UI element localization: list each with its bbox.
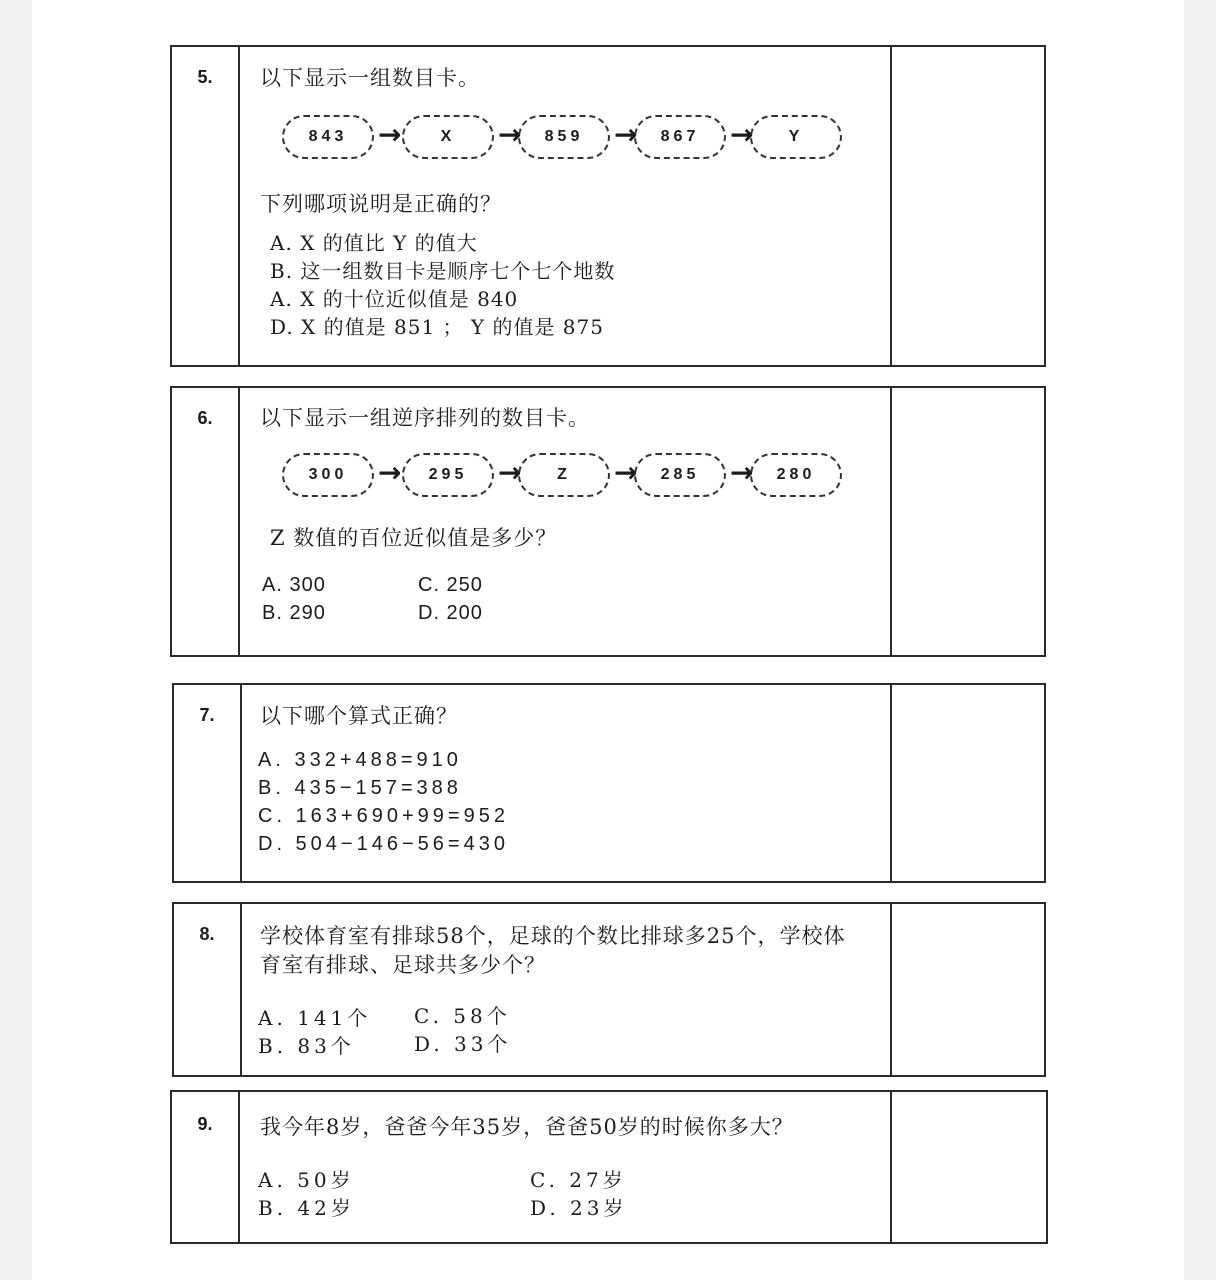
option-c[interactable]: C. 58个 [414, 1004, 511, 1028]
number-card: Z [518, 453, 610, 497]
answer-cell [890, 388, 892, 655]
question-content-cell [238, 47, 240, 365]
arrow-icon: → [614, 118, 638, 151]
question-number: 5. [197, 67, 213, 87]
question-text: 下列哪项说明是正确的？ [260, 192, 502, 216]
question-number: 7. [199, 705, 215, 725]
question-content-cell [238, 1092, 240, 1242]
number-card: 867 [634, 115, 726, 159]
number-card: 295 [402, 453, 494, 497]
option-b[interactable]: B. 435−157=388 [258, 777, 462, 799]
question-prompt-line-2: 育室有排球、足球共多少个？ [260, 953, 546, 977]
option-b[interactable]: B. 83个 [258, 1034, 355, 1058]
arrow-icon: → [730, 456, 754, 489]
number-card: 285 [634, 453, 726, 497]
option-a[interactable]: A. 50岁 [258, 1168, 355, 1192]
answer-cell [890, 1092, 892, 1242]
question-number: 8. [199, 924, 215, 944]
question-content-cell [238, 388, 240, 655]
arrow-icon: → [730, 118, 754, 151]
question-text: Z 数值的百位近似值是多少？ [270, 526, 558, 550]
option-c[interactable]: C. 250 [418, 574, 483, 596]
question-prompt: 以下哪个算式正确？ [260, 704, 458, 728]
number-card-sequence [278, 111, 858, 167]
number-card: 280 [750, 453, 842, 497]
option-d[interactable]: D. 33个 [414, 1032, 512, 1056]
number-card: Y [750, 115, 842, 159]
option-d[interactable]: D. X 的值是 851 ； Y 的值是 875 [270, 315, 604, 339]
option-c[interactable]: C. 163+690+99=952 [258, 805, 509, 827]
question-prompt: 以下显示一组数目卡。 [260, 66, 480, 90]
option-b[interactable]: B. 290 [262, 602, 326, 624]
option-c[interactable]: A. X 的十位近似值是 840 [270, 287, 519, 311]
arrow-icon: → [378, 456, 402, 489]
arrow-icon: → [498, 456, 522, 489]
arrow-icon: → [378, 118, 402, 151]
question-prompt: 我今年8岁，爸爸今年35岁，爸爸50岁的时候你多大？ [260, 1115, 794, 1139]
question-content-cell [240, 904, 242, 1075]
number-card: X [402, 115, 494, 159]
question-prompt-line-1: 学校体育室有排球58个，足球的个数比排球多25个，学校体 [260, 924, 846, 948]
option-d[interactable]: D. 23岁 [530, 1196, 628, 1220]
question-content-cell [240, 685, 242, 881]
option-d[interactable]: D. 200 [418, 602, 483, 624]
option-b[interactable]: B. 42岁 [258, 1196, 355, 1220]
option-d[interactable]: D. 504−146−56=430 [258, 833, 509, 855]
arrow-icon: → [498, 118, 522, 151]
number-card-sequence [278, 449, 858, 505]
option-b[interactable]: B. 这一组数目卡是顺序七个七个地数 [270, 259, 616, 283]
option-a[interactable]: A. X 的值比 Y 的值大 [270, 231, 478, 255]
option-a[interactable]: A. 332+488=910 [258, 749, 462, 771]
answer-cell [890, 47, 892, 365]
question-number: 9. [197, 1114, 213, 1134]
number-card: 843 [282, 115, 374, 159]
answer-cell [890, 904, 892, 1075]
number-card: 300 [282, 453, 374, 497]
option-a[interactable]: A. 141个 [258, 1006, 372, 1030]
arrow-icon: → [614, 456, 638, 489]
question-number: 6. [197, 408, 213, 428]
number-card: 859 [518, 115, 610, 159]
option-a[interactable]: A. 300 [262, 574, 326, 596]
worksheet-page [32, 0, 1184, 1280]
question-prompt: 以下显示一组逆序排列的数目卡。 [260, 406, 590, 430]
option-c[interactable]: C. 27岁 [530, 1168, 627, 1192]
answer-cell [890, 685, 892, 881]
